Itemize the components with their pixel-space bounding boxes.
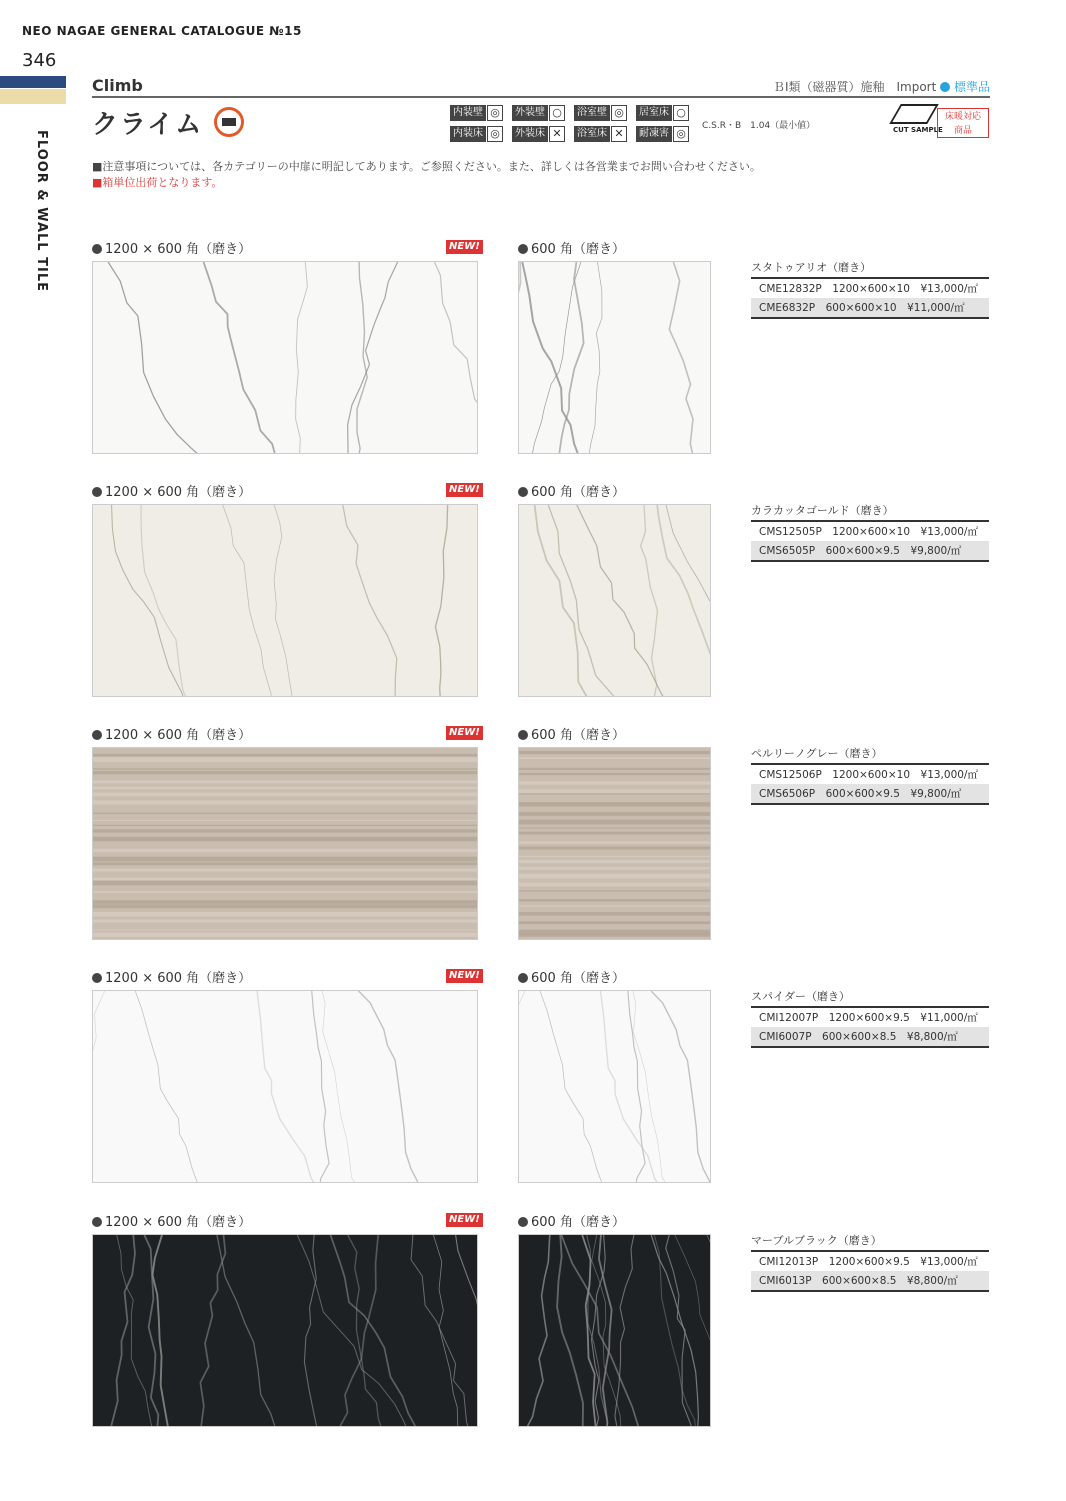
usage-label: 浴室壁 xyxy=(574,105,610,121)
spec-rule xyxy=(751,803,989,805)
product-spec xyxy=(751,745,989,805)
side-category-label: FLOOR & WALL TILE xyxy=(34,130,49,292)
spec-row: CME6832P 600×600×10 ¥11,000/㎡ xyxy=(751,298,989,317)
size-label-small xyxy=(518,238,625,257)
spec-row: CMI12013P 1200×600×9.5 ¥13,000/㎡ xyxy=(759,1256,978,1268)
tile-image-large xyxy=(92,261,478,454)
usage-cell xyxy=(574,104,634,122)
series-name-en: Climb xyxy=(92,76,143,95)
classification xyxy=(773,78,990,95)
product-spec xyxy=(751,259,989,319)
usage-label: 耐凍害 xyxy=(636,126,672,142)
usage-label: 浴室床 xyxy=(574,126,610,142)
bullet-icon xyxy=(518,730,528,740)
heat-line1: 床暖対応 xyxy=(944,112,981,122)
section-tab-cream xyxy=(0,89,66,104)
spec-rule xyxy=(751,317,989,319)
usage-cell xyxy=(512,125,572,143)
size-label-small xyxy=(518,724,625,743)
classification-text: ＢⅠ類（磁器質）施釉 Import xyxy=(772,80,937,94)
size-label-large xyxy=(92,238,251,257)
spec-row: CMS6506P 600×600×9.5 ¥9,800/㎡ xyxy=(751,784,989,803)
usage-cell xyxy=(636,125,696,143)
size-text: 1200 × 600 角（磨き） xyxy=(105,971,252,986)
new-badge-text: NEW! xyxy=(449,484,480,495)
bullet-icon xyxy=(92,244,102,254)
usage-cell xyxy=(636,104,696,122)
product-spec xyxy=(751,988,989,1048)
eco-logo-icon xyxy=(214,107,244,137)
usage-label: 外装床 xyxy=(512,126,548,142)
heat-line2: 商品 xyxy=(953,126,972,136)
usage-mark: ○ xyxy=(673,105,689,121)
series-name-jp: クライム xyxy=(92,110,204,140)
standard-dot-icon xyxy=(940,82,950,92)
page-number: 346 xyxy=(22,50,57,71)
usage-label: 内装床 xyxy=(450,126,486,142)
tile-image-small xyxy=(518,990,711,1183)
usage-mark: ◎ xyxy=(487,105,503,121)
note-caution: ■注意事項については、各カテゴリーの中扉に明記してあります。ご参照ください。また、詳しくは各営業までお問い合わせください。 xyxy=(92,160,761,173)
usage-mark: ✕ xyxy=(611,126,627,142)
size-text: 600 角（磨き） xyxy=(531,485,625,500)
size-label-small xyxy=(518,1211,625,1230)
spec-rule xyxy=(751,1046,989,1048)
new-badge-text: NEW! xyxy=(449,970,480,981)
size-label-large xyxy=(92,967,251,986)
tile-image-large xyxy=(92,504,478,697)
tile-image-large xyxy=(92,1234,478,1427)
usage-mark: ◎ xyxy=(673,126,689,142)
usage-cell xyxy=(450,104,510,122)
new-badge-text: NEW! xyxy=(449,727,480,738)
size-text: 1200 × 600 角（磨き） xyxy=(105,242,252,257)
spec-row: CMS12505P 1200×600×10 ¥13,000/㎡ xyxy=(759,526,978,538)
new-badge-text: NEW! xyxy=(449,241,480,252)
color-name: マーブルブラック（磨き） xyxy=(751,1232,989,1252)
tile-image-small xyxy=(518,504,711,697)
standard-label: 標準品 xyxy=(953,80,990,94)
size-label-large xyxy=(92,724,251,743)
tile-image-large xyxy=(92,747,478,940)
color-name: スタトゥアリオ（磨き） xyxy=(751,259,989,279)
catalog-title: NEO NAGAE GENERAL CATALOGUE №15 xyxy=(22,24,302,38)
csr-value: C.S.R・B 1.04（最小値） xyxy=(702,121,816,131)
size-text: 600 角（磨き） xyxy=(531,728,625,743)
bullet-icon xyxy=(92,1217,102,1227)
spec-row: CMS12506P 1200×600×10 ¥13,000/㎡ xyxy=(759,769,978,781)
product-spec xyxy=(751,1232,989,1292)
usage-mark: ◎ xyxy=(487,126,503,142)
new-badge-text: NEW! xyxy=(449,1214,480,1225)
color-name: カラカッタゴールド（磨き） xyxy=(751,502,989,522)
tile-image-small xyxy=(518,261,711,454)
size-label-small xyxy=(518,481,625,500)
bullet-icon xyxy=(92,487,102,497)
usage-cell xyxy=(450,125,510,143)
usage-grid xyxy=(450,104,696,143)
size-label-large xyxy=(92,1211,251,1230)
color-name: ペルリーノグレー（磨き） xyxy=(751,745,989,765)
bullet-icon xyxy=(518,973,528,983)
note-box-shipping: ■箱単位出荷となります。 xyxy=(92,176,223,189)
usage-mark: ✕ xyxy=(549,126,565,142)
size-text: 600 角（磨き） xyxy=(531,971,625,986)
new-badge xyxy=(446,1213,483,1227)
usage-mark: ◎ xyxy=(611,105,627,121)
size-label-large xyxy=(92,481,251,500)
tile-image-small xyxy=(518,1234,711,1427)
size-text: 600 角（磨き） xyxy=(531,1215,625,1230)
new-badge xyxy=(446,483,483,497)
floor-heating-badge xyxy=(937,108,989,138)
usage-cell xyxy=(574,125,634,143)
tile-image-large xyxy=(92,990,478,1183)
spec-row: CMI6007P 600×600×8.5 ¥8,800/㎡ xyxy=(751,1027,989,1046)
bullet-icon xyxy=(518,244,528,254)
spec-rule xyxy=(751,560,989,562)
product-spec xyxy=(751,502,989,562)
spec-row: CME12832P 1200×600×10 ¥13,000/㎡ xyxy=(759,283,978,295)
usage-label: 内装壁 xyxy=(450,105,486,121)
usage-cell xyxy=(512,104,572,122)
spec-row: CMI6013P 600×600×8.5 ¥8,800/㎡ xyxy=(751,1271,989,1290)
section-tab-blue xyxy=(0,76,66,88)
size-text: 1200 × 600 角（磨き） xyxy=(105,1215,252,1230)
spec-row: CMI12007P 1200×600×9.5 ¥11,000/㎡ xyxy=(759,1012,978,1024)
cut-sample-label: CUT SAMPLE xyxy=(893,126,943,134)
bullet-icon xyxy=(518,487,528,497)
spec-rule xyxy=(751,1290,989,1292)
new-badge xyxy=(446,240,483,254)
color-name: スパイダー（磨き） xyxy=(751,988,989,1008)
header-rule xyxy=(92,96,990,98)
bullet-icon xyxy=(92,730,102,740)
spec-row: CMS6505P 600×600×9.5 ¥9,800/㎡ xyxy=(751,541,989,560)
size-text: 600 角（磨き） xyxy=(531,242,625,257)
bullet-icon xyxy=(92,973,102,983)
cut-sample-icon xyxy=(889,104,939,124)
size-text: 1200 × 600 角（磨き） xyxy=(105,485,252,500)
tile-image-small xyxy=(518,747,711,940)
new-badge xyxy=(446,969,483,983)
bullet-icon xyxy=(518,1217,528,1227)
size-label-small xyxy=(518,967,625,986)
usage-mark: ○ xyxy=(549,105,565,121)
new-badge xyxy=(446,726,483,740)
usage-label: 外装壁 xyxy=(512,105,548,121)
size-text: 1200 × 600 角（磨き） xyxy=(105,728,252,743)
usage-label: 居室床 xyxy=(636,105,672,121)
